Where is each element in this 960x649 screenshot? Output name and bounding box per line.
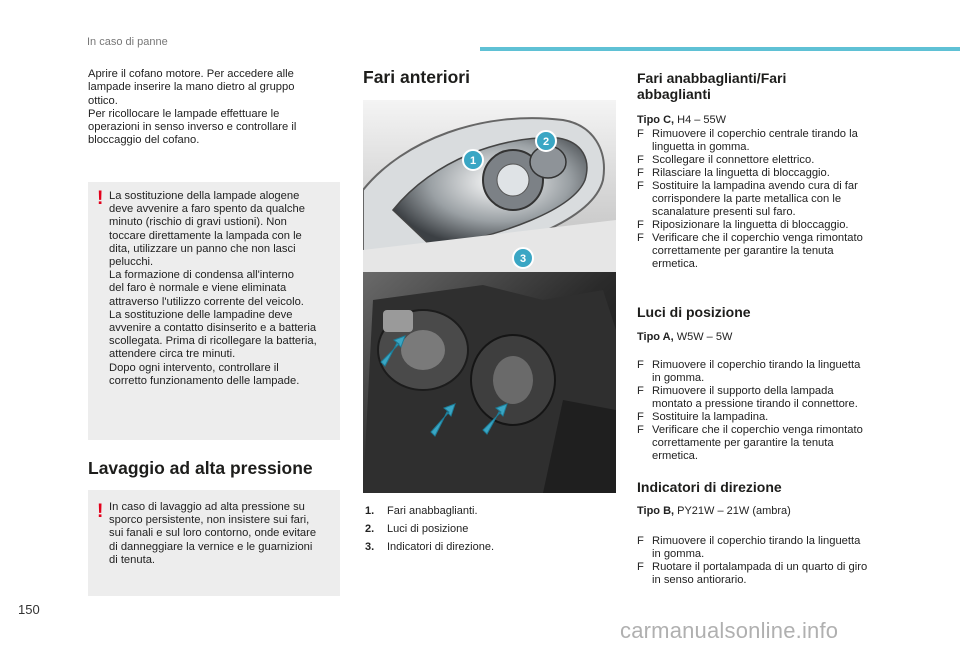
step-line: Rimuovere il coperchio centrale tirando la bbox=[652, 128, 858, 140]
bullet-icon: F bbox=[637, 180, 644, 192]
bullet-icon: F bbox=[637, 219, 644, 231]
headlight-illustration bbox=[363, 100, 616, 493]
step-line: Verificare che il coperchio venga rimontato bbox=[652, 424, 863, 436]
warning-line: attraverso l'utilizzo corrente del veicolo. bbox=[109, 295, 304, 308]
intro-line: Aprire il cofano motore. Per accedere alle bbox=[88, 68, 294, 80]
step-line: Rimuovere il coperchio tirando la linguetta bbox=[652, 359, 861, 371]
warning-line: avvenire a contatto disinserito e a batteria bbox=[109, 322, 317, 335]
warning-line: dita, utilizzare un panno che non lasci bbox=[109, 242, 296, 255]
step-line: linguetta in gomma. bbox=[652, 141, 750, 153]
caption-number: 3. bbox=[365, 541, 375, 553]
posizione-title: Luci di posizione bbox=[637, 304, 751, 320]
intro-line: operazioni in senso inverso e controllare il bbox=[88, 121, 297, 134]
bullet-icon: F bbox=[637, 232, 644, 244]
intro-line: ottico. bbox=[88, 94, 118, 107]
lavaggio-heading: Lavaggio ad alta pressione bbox=[88, 458, 313, 478]
marker-3-label: 3 bbox=[519, 253, 527, 265]
caption-2 bbox=[365, 523, 468, 536]
step-item bbox=[637, 561, 889, 587]
warning-line: corretto funzionamento delle lampade. bbox=[109, 374, 300, 387]
anabbaglianti-type bbox=[637, 114, 889, 127]
type-value: W5W – 5W bbox=[673, 331, 733, 343]
bullet-icon: F bbox=[637, 128, 644, 140]
step-line: in gomma. bbox=[652, 372, 705, 384]
step-item bbox=[637, 232, 889, 271]
warning-line: deve avvenire a faro spento da qualche bbox=[109, 203, 305, 216]
type-value: PY21W – 21W (ambra) bbox=[674, 505, 791, 517]
direzione-steps bbox=[637, 535, 889, 587]
warning-line: La sostituzione delle lampadine deve bbox=[109, 308, 293, 321]
step-line: corrispondere la parte metallica con le bbox=[652, 193, 842, 205]
type-label: Tipo C, bbox=[637, 114, 675, 126]
step-item bbox=[637, 385, 889, 411]
step-line: Riposizionare la linguetta di bloccaggio. bbox=[652, 219, 849, 231]
posizione-type bbox=[637, 331, 889, 344]
caption-number: 1. bbox=[365, 505, 375, 517]
watermark: carmanualsonline.info bbox=[620, 618, 839, 643]
step-line: ermetica. bbox=[652, 450, 699, 462]
bullet-icon: F bbox=[637, 385, 644, 397]
warning-text bbox=[109, 190, 334, 388]
step-item bbox=[637, 154, 889, 167]
header-accent-bar bbox=[480, 47, 960, 51]
warning-icon: ! bbox=[97, 188, 104, 209]
anabbaglianti-title bbox=[637, 70, 889, 102]
headlight-photo bbox=[363, 100, 616, 493]
bullet-icon: F bbox=[637, 167, 644, 179]
type-label: Tipo B, bbox=[637, 505, 675, 517]
type-label: Tipo A, bbox=[637, 331, 674, 343]
posizione-steps bbox=[637, 359, 889, 463]
warning-line: del faro è normale e viene eliminata bbox=[109, 282, 287, 295]
bullet-icon: F bbox=[637, 561, 644, 573]
bullet-icon: F bbox=[637, 535, 644, 547]
fari-title: Fari anteriori bbox=[363, 67, 470, 87]
step-item bbox=[637, 411, 889, 424]
step-line: Sostituire la lampadina avendo cura di far bbox=[652, 180, 858, 192]
caption-text: Luci di posizione bbox=[387, 523, 469, 535]
bullet-icon: F bbox=[637, 154, 644, 166]
title-line: Fari anabbaglianti/Fari bbox=[637, 70, 787, 86]
lavaggio-text bbox=[109, 501, 334, 567]
intro-paragraph bbox=[88, 68, 340, 148]
step-line: Rimuovere il supporto della lampada bbox=[652, 385, 834, 397]
anabbaglianti-steps bbox=[637, 128, 889, 271]
bullet-icon: F bbox=[637, 424, 644, 436]
step-line: montato a pressione tirando il connettore. bbox=[652, 398, 858, 410]
step-line: in senso antiorario. bbox=[652, 574, 747, 586]
step-line: scanalature presenti sul faro. bbox=[652, 206, 796, 218]
caption-1 bbox=[365, 505, 478, 518]
step-line: correttamente per garantire la tenuta bbox=[652, 437, 834, 449]
warning-icon: ! bbox=[97, 501, 104, 522]
page-number: 150 bbox=[18, 602, 40, 617]
type-value: H4 – 55W bbox=[674, 114, 727, 126]
caption-text: Fari anabbaglianti. bbox=[387, 505, 478, 517]
section-title: In caso di panne bbox=[87, 36, 168, 48]
step-item bbox=[637, 535, 889, 561]
caption-text: Indicatori di direzione. bbox=[387, 541, 495, 553]
step-line: Sostituire la lampadina. bbox=[652, 411, 769, 423]
direzione-type bbox=[637, 505, 889, 518]
step-item bbox=[637, 359, 889, 385]
lavaggio-line: In caso di lavaggio ad alta pressione su bbox=[109, 501, 305, 513]
lavaggio-line: di tenuta. bbox=[109, 553, 156, 566]
title-line: abbaglianti bbox=[637, 86, 711, 102]
step-line: correttamente per garantire la tenuta bbox=[652, 245, 834, 257]
step-line: Rilasciare la linguetta di bloccaggio. bbox=[652, 167, 830, 179]
lavaggio-line: di danneggiare la vernice e le guarnizioni bbox=[109, 540, 313, 553]
caption-3 bbox=[365, 541, 494, 554]
step-line: Scollegare il connettore elettrico. bbox=[652, 154, 815, 166]
intro-line: Per ricollocare le lampade effettuare le bbox=[88, 107, 280, 120]
intro-line: bloccaggio del cofano. bbox=[88, 134, 200, 147]
marker-1-label: 1 bbox=[469, 155, 477, 167]
step-item bbox=[637, 167, 889, 180]
caption-number: 2. bbox=[365, 523, 375, 535]
warning-line: La formazione di condensa all'interno bbox=[109, 269, 294, 282]
step-line: Rimuovere il coperchio tirando la linguetta bbox=[652, 535, 861, 547]
intro-line: lampade inserire la mano dietro al gruppo bbox=[88, 81, 295, 94]
step-line: in gomma. bbox=[652, 548, 705, 560]
lavaggio-line: sui fanali e sul loro contorno, onde evitare bbox=[109, 527, 317, 540]
step-line: Ruotare il portalampada di un quarto di giro bbox=[652, 561, 868, 573]
lavaggio-title-backdrop bbox=[88, 440, 340, 490]
warning-line: toccare direttamente la lampada con le bbox=[109, 229, 302, 242]
lavaggio-line: sporco persistente, non insistere sui fari, bbox=[109, 514, 310, 527]
bullet-icon: F bbox=[637, 359, 644, 371]
step-item bbox=[637, 219, 889, 232]
step-item bbox=[637, 424, 889, 463]
warning-line: scollegata. Prima di ricollegare la batteria, bbox=[109, 335, 317, 348]
warning-line: attendere circa tre minuti. bbox=[109, 348, 236, 361]
direzione-title: Indicatori di direzione bbox=[637, 479, 782, 495]
step-item bbox=[637, 180, 889, 219]
bullet-icon: F bbox=[637, 411, 644, 423]
warning-line: pelucchi. bbox=[109, 256, 154, 269]
warning-line: La sostituzione della lampade alogene bbox=[109, 190, 300, 202]
marker-2-label: 2 bbox=[542, 136, 550, 148]
warning-box-lamps bbox=[88, 182, 340, 440]
warning-line: Dopo ogni intervento, controllare il bbox=[109, 361, 279, 374]
warning-line: minuto (rischio di gravi ustioni). Non bbox=[109, 216, 287, 229]
step-line: ermetica. bbox=[652, 258, 699, 270]
step-line: Verificare che il coperchio venga rimontato bbox=[652, 232, 863, 244]
step-item bbox=[637, 128, 889, 154]
